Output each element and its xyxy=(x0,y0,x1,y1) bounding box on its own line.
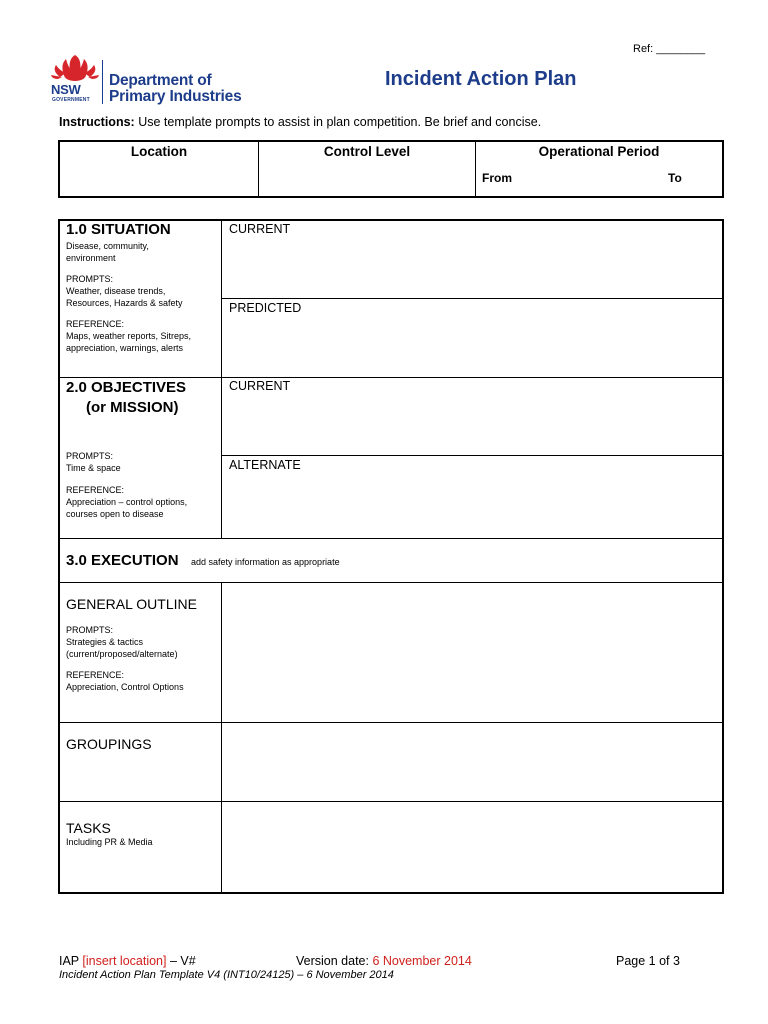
situation-prompts-label: PROMPTS: xyxy=(66,274,114,284)
general-outline-reference: Appreciation, Control Options xyxy=(66,682,184,692)
footer-iap xyxy=(59,954,196,968)
from-label: From xyxy=(482,171,512,185)
objectives-prompts: Time & space xyxy=(66,463,121,473)
execution-title: 3.0 EXECUTION xyxy=(66,552,179,569)
objectives-subtitle: (or MISSION) xyxy=(86,399,179,416)
ref-field: Ref: ________ xyxy=(633,43,706,55)
location-header: Location xyxy=(130,144,188,159)
waratah-logo-icon xyxy=(50,55,100,83)
column-divider xyxy=(221,220,222,538)
situation-prompts: Weather, disease trends, Resources, Hazards & safety xyxy=(66,286,183,308)
situation-predicted-field[interactable] xyxy=(223,317,722,376)
situation-current-field[interactable] xyxy=(223,238,722,297)
groupings-label: GROUPINGS xyxy=(66,736,152,752)
objectives-prompts-label: PROMPTS: xyxy=(66,451,114,461)
footer-version-label: Version date: xyxy=(296,954,373,968)
objectives-reference-label: REFERENCE: xyxy=(66,485,125,495)
objectives-current-label: CURRENT xyxy=(229,379,291,393)
tasks-label: TASKS xyxy=(66,820,111,836)
objectives-alternate-label: ALTERNATE xyxy=(229,458,301,472)
logo-government-text: GOVERNMENT xyxy=(52,97,90,103)
general-outline-reference-label: REFERENCE: xyxy=(66,670,125,680)
situation-reference-label: REFERENCE: xyxy=(66,319,125,329)
instructions-text: Use template prompts to assist in plan competition. Be brief and concise. xyxy=(138,115,542,129)
section-divider xyxy=(59,801,723,802)
footer-template-line: Incident Action Plan Template V4 (INT10/24125) – 6 November 2014 xyxy=(59,969,394,981)
from-field[interactable] xyxy=(520,166,660,194)
objectives-reference: Appreciation – control options, courses open to disease xyxy=(66,497,188,519)
department-name-line2: Primary Industries xyxy=(109,88,242,105)
department-name-line1: Department of xyxy=(109,72,212,89)
footer-insert-location: [insert location] xyxy=(82,954,167,968)
column-divider xyxy=(221,583,222,893)
section-divider xyxy=(59,582,723,583)
footer-version-date: 6 November 2014 xyxy=(372,954,472,968)
footer-page-number: Page 1 of 3 xyxy=(616,954,680,968)
groupings-field[interactable] xyxy=(223,724,722,800)
instructions xyxy=(59,115,541,129)
situation-current-label: CURRENT xyxy=(229,222,291,236)
footer-version xyxy=(296,954,472,968)
situation-title: 1.0 SITUATION xyxy=(66,221,171,238)
objectives-alternate-field[interactable] xyxy=(223,474,722,537)
general-outline-prompts-label: PROMPTS: xyxy=(66,625,114,635)
to-label: To xyxy=(668,171,682,185)
location-field[interactable] xyxy=(60,162,258,196)
execution-heading xyxy=(66,552,340,570)
objectives-current-field[interactable] xyxy=(223,395,722,454)
tasks-subtitle: Including PR & Media xyxy=(66,837,153,847)
page-title: Incident Action Plan xyxy=(385,68,577,90)
operational-period-header: Operational Period xyxy=(538,144,660,159)
logo-divider xyxy=(102,60,103,104)
subsection-divider xyxy=(222,455,723,456)
control-level-field[interactable] xyxy=(260,162,474,196)
general-outline-prompts: Strategies & tactics (current/proposed/alternate) xyxy=(66,637,178,659)
logo-nsw-text: NSW xyxy=(51,82,81,97)
section-divider xyxy=(59,722,723,723)
general-outline-label: GENERAL OUTLINE xyxy=(66,596,197,612)
general-outline-field[interactable] xyxy=(223,584,722,721)
section-divider xyxy=(59,377,723,378)
footer-version-suffix: – V# xyxy=(166,954,196,968)
situation-predicted-label: PREDICTED xyxy=(229,301,302,315)
execution-note: add safety information as appropriate xyxy=(190,557,340,567)
section-divider xyxy=(59,538,723,539)
control-level-header: Control Level xyxy=(323,144,411,159)
subsection-divider xyxy=(222,298,723,299)
objectives-title: 2.0 OBJECTIVES xyxy=(66,379,187,396)
tasks-field[interactable] xyxy=(223,803,722,892)
instructions-label: Instructions: xyxy=(59,115,135,129)
situation-description: Disease, community, environment xyxy=(66,241,149,263)
footer-iap-prefix: IAP xyxy=(59,954,83,968)
situation-reference: Maps, weather reports, Sitreps, appreciation, warnings, alerts xyxy=(66,331,192,353)
